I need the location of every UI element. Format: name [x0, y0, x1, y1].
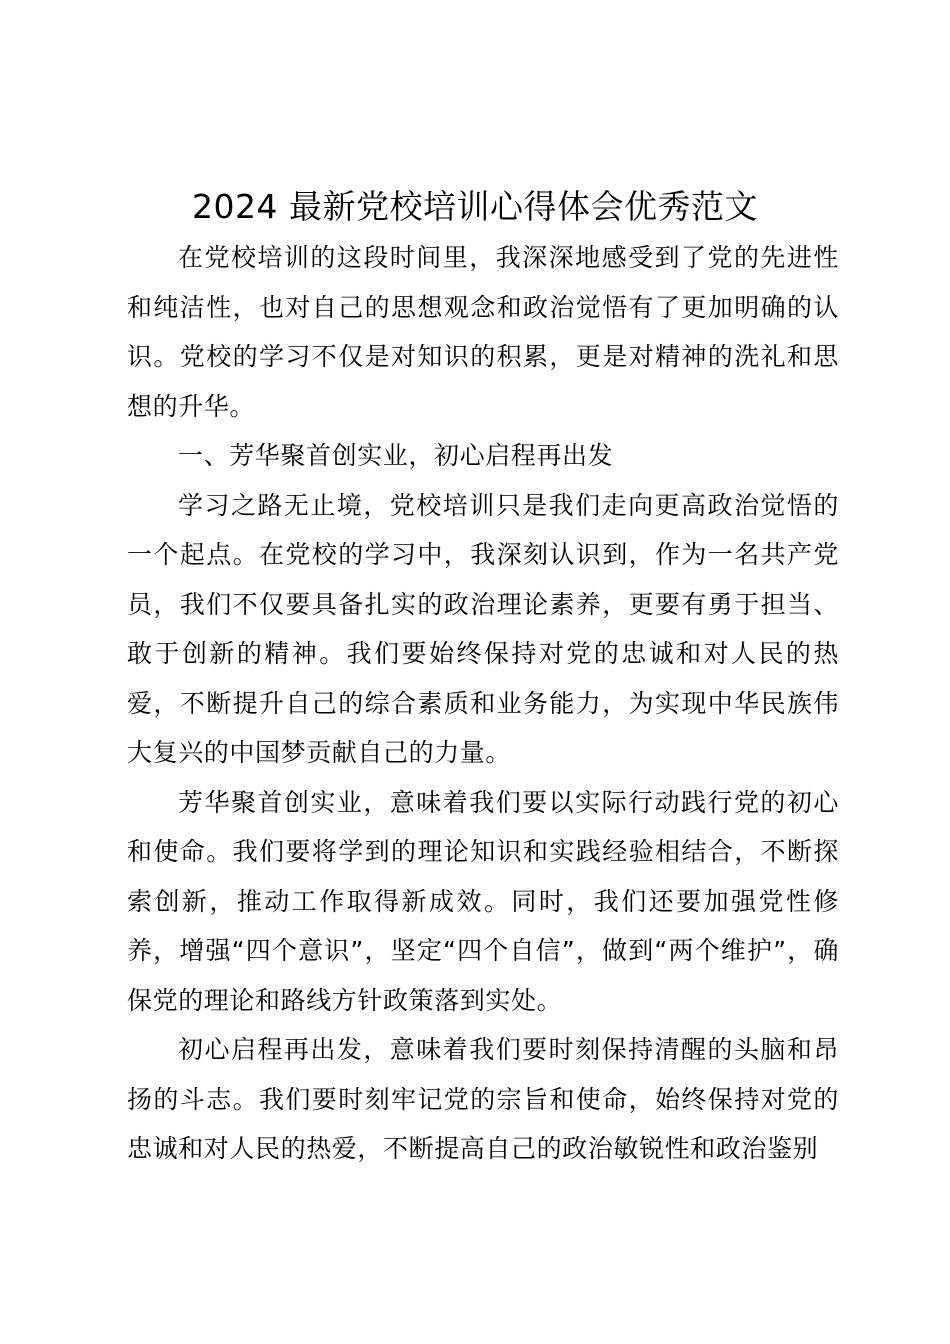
- body-paragraph: 芳华聚首创实业，意味着我们要以实际行动践行党的初心和使命。我们要将学到的理论知识和实践经验相结合，不断探索创新，推动工作取得新成效。同时，我们还要加强党性修养，增强“四个意识”，坚定“四个自信”，做到“两个维护”，确保党的理论和路线方针政策落到实处。: [127, 787, 839, 1015]
- intro-paragraph: 在党校培训的这段时间里，我深深地感受到了党的先进性和纯洁性，也对自己的思想观念和政治觉悟有了更加明确的认识。党校的学习不仅是对知识的积累，更是对精神的洗礼和思想的升华。: [127, 243, 839, 421]
- body-paragraph: 学习之路无止境，党校培训只是我们走向更高政治觉悟的一个起点。在党校的学习中，我深刻认识到，作为一名共产党员，我们不仅要具备扎实的政治理论素养，更要有勇于担当、敢于创新的精神。我们要始终保持对党的忠诚和对人民的热爱，不断提升自己的综合素质和业务能力，为实现中华民族伟大复兴的中国梦贡献自己的力量。: [127, 490, 839, 767]
- body-paragraph: 初心启程再出发，意味着我们要时刻保持清醒的头脑和昂扬的斗志。我们要时刻牢记党的宗旨和使命，始终保持对党的忠诚和对人民的热爱，不断提高自己的政治敏锐性和政治鉴别: [127, 1035, 839, 1163]
- document-title: 2024 最新党校培训心得体会优秀范文: [192, 187, 758, 226]
- section-heading: 一、芳华聚首创实业，初心启程再出发: [178, 441, 614, 470]
- document-body: [127, 233, 839, 1174]
